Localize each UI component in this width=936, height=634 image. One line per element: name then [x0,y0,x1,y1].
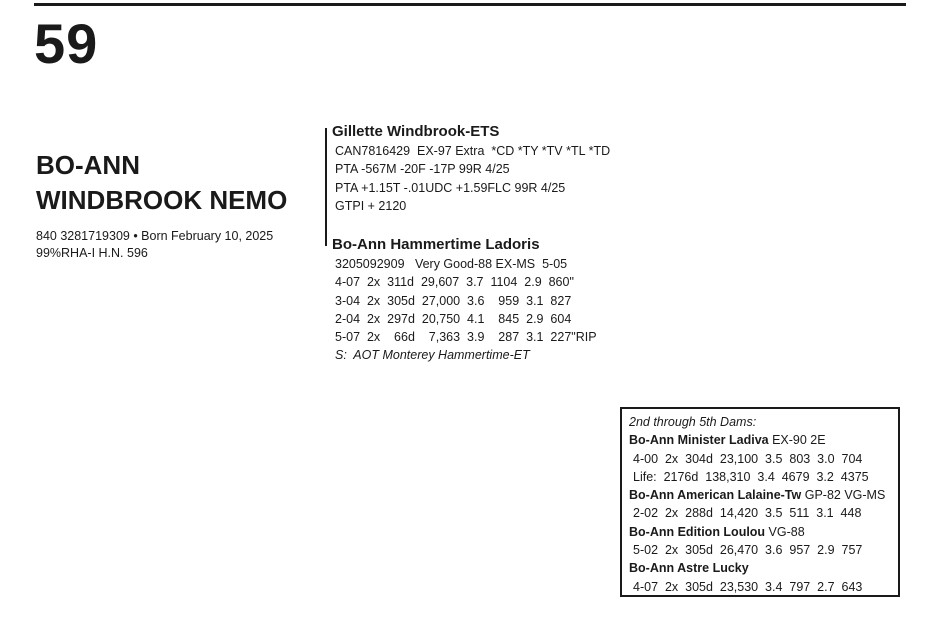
sire-line: PTA -567M -20F -17P 99R 4/25 [335,162,510,177]
dam-block [332,235,597,365]
sire-line: PTA +1.15T -.01UDC +1.59FLC 99R 4/25 [335,180,566,195]
top-rule [34,3,906,6]
pedigree-bracket [325,128,327,246]
dams-box [620,407,900,597]
sire-line: GTPI + 2120 [335,198,407,213]
ancestor-dam-name-text: Bo-Ann Minister Ladiva [629,433,769,448]
dam-sire-note: S: AOT Monterey Hammertime-ET [335,348,530,363]
animal-id-born: 840 3281719309 • Born February 10, 2025 [36,229,274,243]
ancestor-dam-record: 2-02 2x 288d 14,420 3.5 511 3.1 448 [633,506,862,521]
animal-name-line2: WINDBROOK NEMO [36,185,288,215]
dam-name: Bo-Ann Hammertime Ladoris [332,236,540,253]
sire-block [332,122,610,215]
sire-name: Gillette Windbrook-ETS [332,123,500,140]
ancestor-dam-record: 4-07 2x 305d 23,530 3.4 797 2.7 643 [633,579,863,594]
dam-record: 3-04 2x 305d 27,000 3.6 959 3.1 827 [335,293,572,308]
ancestor-dam-record: 4-00 2x 304d 23,100 3.5 803 3.0 704 [633,451,863,466]
lot-number: 59 [34,12,99,75]
ancestor-dam-name-text: Bo-Ann American Lalaine-Tw [629,488,802,503]
animal-info [36,228,273,262]
animal-breed-hn: 99%RHA-I H.N. 596 [36,246,148,260]
ancestor-dam-name [629,559,898,577]
sire-line: CAN7816429 EX-97 Extra *CD *TY *TV *TL *TD [335,144,611,158]
animal-name-line1: BO-ANN [36,150,140,180]
dam-line: 3205092909 Very Good-88 EX-MS 5-05 [335,257,568,271]
dam-record: 2-04 2x 297d 20,750 4.1 845 2.9 604 [335,311,572,326]
dam-record: 4-07 2x 311d 29,607 3.7 1104 2.9 860" [335,275,574,290]
ancestor-dam-name [629,486,898,504]
ancestor-dam-classification: EX-90 2E [768,433,826,448]
ancestor-dam-name-text: Bo-Ann Edition Loulou [629,524,766,539]
ancestor-dam-record: 5-02 2x 305d 26,470 3.6 957 2.9 757 [633,543,863,558]
dam-record: 5-07 2x 66d 7,363 3.9 287 3.1 227"RIP [335,330,597,345]
ancestor-dam-classification: GP-82 VG-MS [801,488,886,503]
ancestor-dam-name [629,523,898,541]
ancestor-dam-classification: VG-88 [765,524,805,539]
ancestor-dam-name [629,431,898,449]
ancestor-dam-name-text: Bo-Ann Astre Lucky [629,561,749,576]
animal-name [36,148,326,218]
ancestor-dam-record: Life: 2176d 138,310 3.4 4679 3.2 4375 [633,469,869,484]
dams-box-heading: 2nd through 5th Dams: [629,415,757,429]
